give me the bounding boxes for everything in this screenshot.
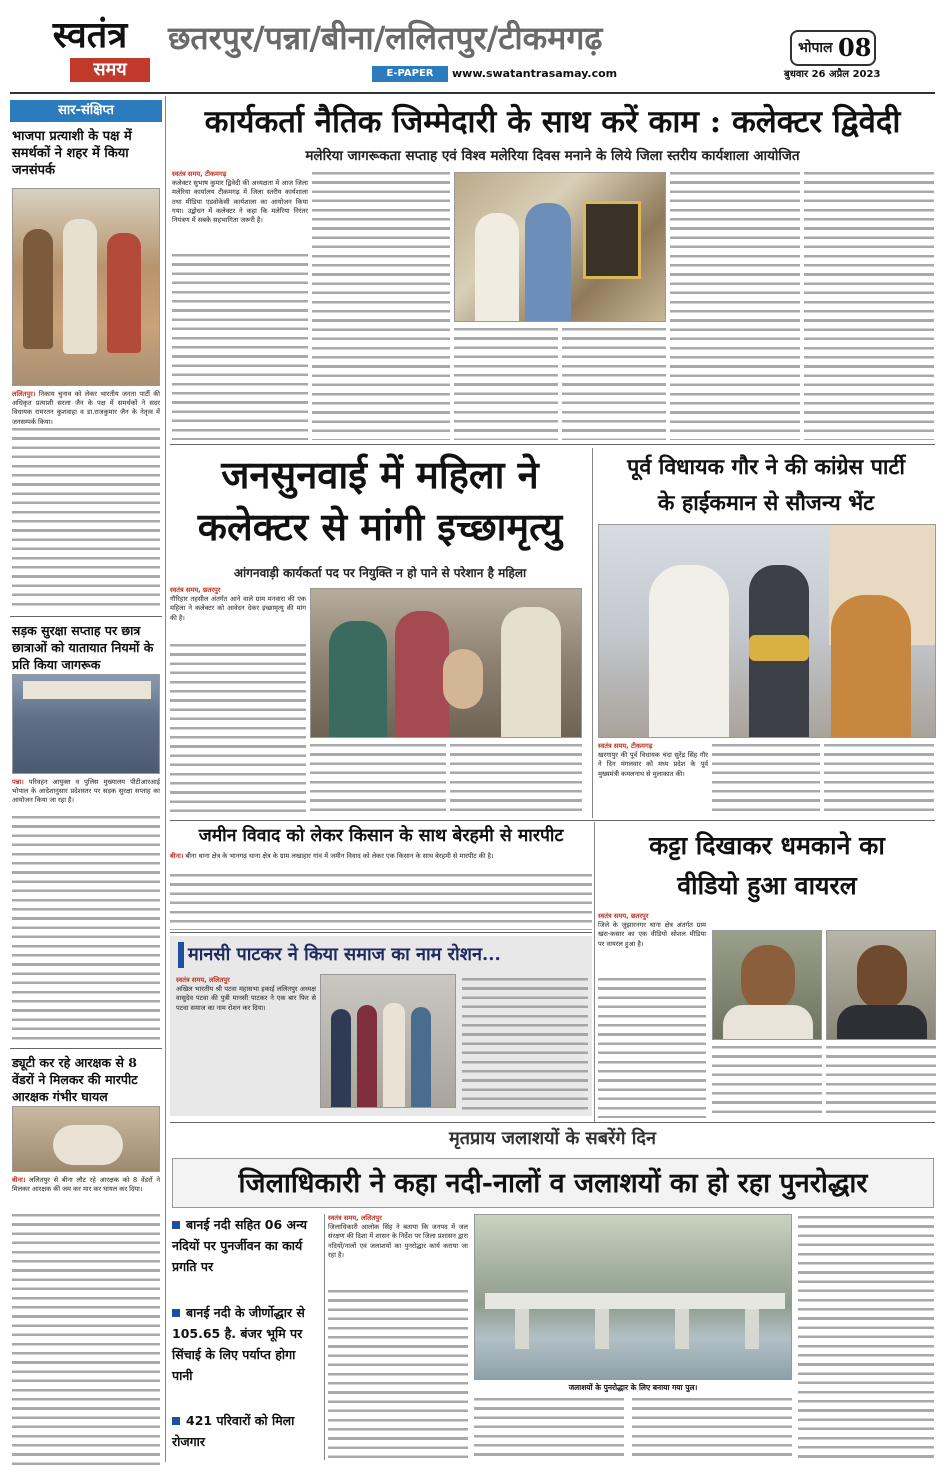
sidebar-column-rule xyxy=(165,96,166,1462)
story2-headline-line2: कलेक्टर से मांगी इच्छामृत्यु xyxy=(197,504,563,549)
story7-text: जिलाधिकारी आलोक सिंह ने बताया कि जनपद में जल संरक्षण की दिशा में शासन के निर्देश पर जिला प्रशासन द्वारा नदियों/नालों एवं जलाशयों का पुनरोद्धार कार्य कराया जा रहा है। xyxy=(328,1223,468,1259)
sidebar-story-3-text: ललितपुर से बीना लौट रहे आरक्षक को 8 वेंडरों ने मिलकर आरक्षक की जम कर मार कर घायल कर दिया। xyxy=(12,1176,160,1194)
logo xyxy=(26,14,154,84)
sidebar-story-3-photo xyxy=(12,1106,160,1172)
highlight-item xyxy=(172,1410,320,1452)
epaper-tag: E-PAPER xyxy=(372,66,448,82)
gift-shape xyxy=(749,635,809,661)
story2-text: गौरिहार तहसील अंतर्गत आने वाले ग्राम मनवारा की एक महिला ने कलेक्टर को आवेदन देकर इच्छामृत्यु की मांग की है। xyxy=(170,595,306,622)
sidebar-story-1-body xyxy=(12,390,160,612)
story-column-rule xyxy=(592,448,593,818)
crowd-figure xyxy=(63,219,97,354)
story-divider xyxy=(170,932,592,933)
story-column-rule xyxy=(594,822,595,1122)
sidebar-story-1-text: निकाय चुनाव को लेकर भारतीय जनता पार्टी की अधिकृत प्रत्याशी सरला जैन के पक्ष में समर्थकों ने सदर विधायक रामरतन कुशवाहा व डा.राजकुमार जैन के नेतृत्व में जनसम्पर्क किया। xyxy=(12,390,160,426)
square-bullet-icon xyxy=(172,1309,180,1317)
story5-column-1 xyxy=(598,912,706,1118)
woman-figure xyxy=(329,621,387,738)
student-figure xyxy=(331,1009,351,1108)
sidebar-story-2-text: परिवहन आयुक्त व पुलिस मुख्यालय पीटीआरआई भोपाल के आदेशानुसार प्रदेशस्तर पर सड़क सुरक्षा सप्ताह का आयोजन किया जा रहा है। xyxy=(12,778,160,805)
injured-figure xyxy=(53,1125,123,1165)
man-figure xyxy=(501,607,561,738)
masthead-divider xyxy=(10,92,935,94)
bridge-pillar xyxy=(595,1309,609,1349)
highlight-item xyxy=(172,1302,320,1386)
story6-headline-bar xyxy=(178,942,184,968)
sidebar xyxy=(10,96,162,1462)
lead-divider xyxy=(170,444,935,445)
student-figure xyxy=(357,1005,377,1108)
highlight-text: 421 परिवारों को मिला रोजगार xyxy=(172,1413,295,1449)
sidebar-story-2-body xyxy=(12,778,160,1044)
sidebar-story-3-title: ड्यूटी कर रहे आरक्षक से 8 वेंडरों ने मिलकर की मारपीट आरक्षक गंभीर घायल xyxy=(12,1055,138,1104)
woman-figure xyxy=(395,611,449,738)
official-figure xyxy=(525,203,571,322)
story2-column-1 xyxy=(170,586,306,816)
crowd-figure xyxy=(23,229,53,349)
story2-column-3 xyxy=(450,742,582,816)
story7-photo xyxy=(474,1214,792,1380)
politician-figure xyxy=(831,595,911,738)
story5-photo-2 xyxy=(826,930,936,1040)
story-column-rule xyxy=(324,1214,325,1460)
story7-dateline: स्वतंत्र समय, ललितपुर xyxy=(328,1214,382,1222)
sidebar-story-2-photo xyxy=(12,674,160,774)
bridge-deck xyxy=(485,1293,785,1309)
story7-column-4 xyxy=(798,1214,934,1460)
sidebar-story-1-photo xyxy=(12,188,160,386)
story6-column-2 xyxy=(462,976,588,1112)
lead-column-2 xyxy=(312,170,450,440)
student-figure xyxy=(411,1007,431,1108)
square-bullet-icon xyxy=(172,1221,180,1229)
torso-shape xyxy=(837,1005,927,1040)
face-shape xyxy=(741,945,795,1011)
story7-column-1 xyxy=(328,1214,468,1460)
highlight-item xyxy=(172,1214,320,1277)
sidebar-divider xyxy=(10,1048,162,1049)
story7-photo-caption: जलाशयों के पुनरोद्धार के लिए बनाया गया पुल। xyxy=(568,1383,698,1392)
sidebar-story-2-lead: पन्ना। xyxy=(12,778,24,786)
story4-lead: बीना। xyxy=(170,852,184,860)
story6-dateline: स्वतंत्र समय, ललितपुर xyxy=(176,976,230,984)
sidebar-story-2-title: सड़क सुरक्षा सप्ताह पर छात्र छात्राओं को यातायात नियमों के प्रति किया जागरूक xyxy=(12,623,154,672)
story6-box xyxy=(170,936,592,1116)
story2-headline-line1: जनसुनवाई में महिला ने xyxy=(221,452,539,497)
logo-top: स्वतंत्र xyxy=(52,14,128,56)
face-shape xyxy=(857,945,907,1009)
story-divider xyxy=(170,820,935,821)
story5-column-2 xyxy=(712,1044,822,1118)
student-figure xyxy=(383,1003,405,1108)
lead-column-6 xyxy=(804,170,934,440)
story3-column-2 xyxy=(712,742,820,816)
sidebar-story-1-title: भाजपा प्रत्याशी के पक्ष में समर्थकों ने शहर में किया जनसंपर्क xyxy=(12,129,132,178)
story2-photo xyxy=(310,588,582,738)
story5-dateline: स्वतंत्र समय, छतरपुर xyxy=(598,912,649,920)
issue-date: बुधवार 26 अप्रैल 2023 xyxy=(784,69,881,80)
story7-headline: जिलाधिकारी ने कहा नदी-नालों व जलाशयों का हो रहा पुनरोद्धार xyxy=(238,1168,868,1199)
sidebar-header-label: सार-संक्षिप्त xyxy=(58,103,114,118)
story6-column-1 xyxy=(176,976,316,1112)
official-figure xyxy=(475,213,519,322)
story5-photo-1 xyxy=(712,930,822,1040)
story6-text: अखिल भारतीय श्री पटवा महासभा इकाई ललितपुर अध्यक्ष वासुदेव पटवा की पुत्री मानसी पाटकर ने एक बार फिर से पटवा समाज का नाम रोशन कर दिया। xyxy=(176,985,316,1012)
story3-text: खरगापुर की पूर्व विधायक चंदा सुरेंद्र सिंह गौर ने दिन मंगलवार को मध्य प्रदेश के पूर्व मुख्यमंत्री कमलनाथ से मुलाकात की। xyxy=(598,751,708,778)
torso-shape xyxy=(723,1005,813,1040)
lead-headline: कार्यकर्ता नैतिक जिम्मेदारी के साथ करें काम : कलेक्टर द्विवेदी xyxy=(204,104,901,140)
story3-column-1 xyxy=(598,742,708,816)
bridge-pillar xyxy=(515,1309,529,1349)
story2-dateline: स्वतंत्र समय, छतरपुर xyxy=(170,586,221,594)
child-figure xyxy=(443,649,483,709)
sidebar-story-3-lead: बीना। xyxy=(12,1176,26,1184)
story4-body xyxy=(170,852,592,930)
story5-text: जिले के जुझारनगर थाना क्षेत्र अंतर्गत ग्राम खरा-कसार का एक वीडियो सोशल मीडिया पर वायरल हुआ है। xyxy=(598,921,706,948)
bridge-pillar xyxy=(745,1309,759,1349)
sidebar-divider xyxy=(10,616,162,617)
story2-column-2 xyxy=(310,742,446,816)
page-number: 08 xyxy=(838,33,872,62)
lead-subhead: मलेरिया जागरूकता सप्ताह एवं विश्व मलेरिया दिवस मनाने के लिये जिला स्तरीय कार्यशाला आयोजित xyxy=(305,148,800,164)
crowd-figure xyxy=(107,233,141,353)
politician-figure xyxy=(649,565,729,738)
lead-column-4 xyxy=(562,326,666,440)
lead-column-5 xyxy=(670,170,800,440)
website-link[interactable]: www.swatantrasamay.com xyxy=(452,67,618,80)
lead-column-3 xyxy=(454,326,558,440)
lead-column-1 xyxy=(172,170,308,440)
story7-headline-box xyxy=(172,1158,934,1208)
story3-headline-line1: पूर्व विधायक गौर ने की कांग्रेस पार्टी xyxy=(627,455,905,480)
story5-column-3 xyxy=(826,1044,936,1118)
story3-dateline: स्वतंत्र समय, टीकमगढ़ xyxy=(598,742,653,750)
story4-headline: जमीन विवाद को लेकर किसान के साथ बेरहमी से मारपीट xyxy=(198,826,564,846)
story4-text: बीना थाना क्षेत्र के भानगढ़ थाना क्षेत्र के ग्राम लखाहार गांव में जमीन विवाद को लेकर एक किसान के साथ बेरहमी से मारपीट की है। xyxy=(185,852,494,860)
square-bullet-icon xyxy=(172,1417,180,1425)
story-divider xyxy=(170,1122,935,1123)
story3-photo xyxy=(598,524,936,738)
lead-text: कलेक्टर सुभाष कुमार द्विवेदी की अध्यक्षता में आज जिला मलेरिया कार्यालय टीकमगढ़ में जिला स्तरीय कार्यशाला तथा मीडिया एडवोकेसी कार्यशाला का आयोजन किया गया। उद्बोधन में कलेक्टर ने कहा कि मलेरिया निरंतर नियंत्रण में सबके सहभागिता जरूरी है। xyxy=(172,179,308,225)
story6-headline: मानसी पाटकर ने किया समाज का नाम रोशन... xyxy=(188,944,501,965)
story3-column-3 xyxy=(824,742,934,816)
highlight-text: बानई नदी के जीर्णोद्धार से 105.65 है. बंजर भूमि पर सिंचाई के लिए पर्याप्त होगा पानी xyxy=(172,1305,305,1383)
story3-headline-line2: के हाईकमान से सौजन्य भेंट xyxy=(657,491,875,516)
story5-headline-line2: वीडियो हुआ वायरल xyxy=(677,871,857,900)
bridge-pillar xyxy=(675,1309,689,1349)
story7-kicker: मृतप्राय जलाशयों के सबरेंगे दिन xyxy=(449,1128,656,1149)
banner-shape xyxy=(23,681,151,699)
sidebar-story-3-body xyxy=(12,1176,160,1468)
city-label: भोपाल xyxy=(798,40,833,56)
highlight-text: बानई नदी सहित 06 अन्य नदियों पर पुनर्जीवन का कार्य प्रगति पर xyxy=(172,1217,308,1274)
sidebar-header xyxy=(10,100,162,122)
logo-bottom: समय xyxy=(93,59,127,80)
lead-photo xyxy=(454,172,666,322)
lead-dateline: स्वतंत्र समय, टीकमगढ़ xyxy=(172,170,227,178)
story7-column-2 xyxy=(474,1396,624,1460)
sidebar-story-1-lead: ललितपुर। xyxy=(12,390,36,398)
story7-column-3 xyxy=(632,1396,792,1460)
masthead xyxy=(0,0,945,95)
story7-highlights xyxy=(172,1214,320,1460)
story2-subhead: आंगनवाड़ी कार्यकर्ता पद पर नियुक्ति न हो पाने से परेशान है महिला xyxy=(233,566,527,580)
story5-headline-line1: कट्टा दिखाकर धमकाने का xyxy=(649,831,885,860)
portrait-frame xyxy=(583,201,641,279)
story6-photo xyxy=(320,974,456,1108)
edition-title: छतरपुर/पन्ना/बीना/ललितपुर/टीकमगढ़ xyxy=(168,19,603,57)
